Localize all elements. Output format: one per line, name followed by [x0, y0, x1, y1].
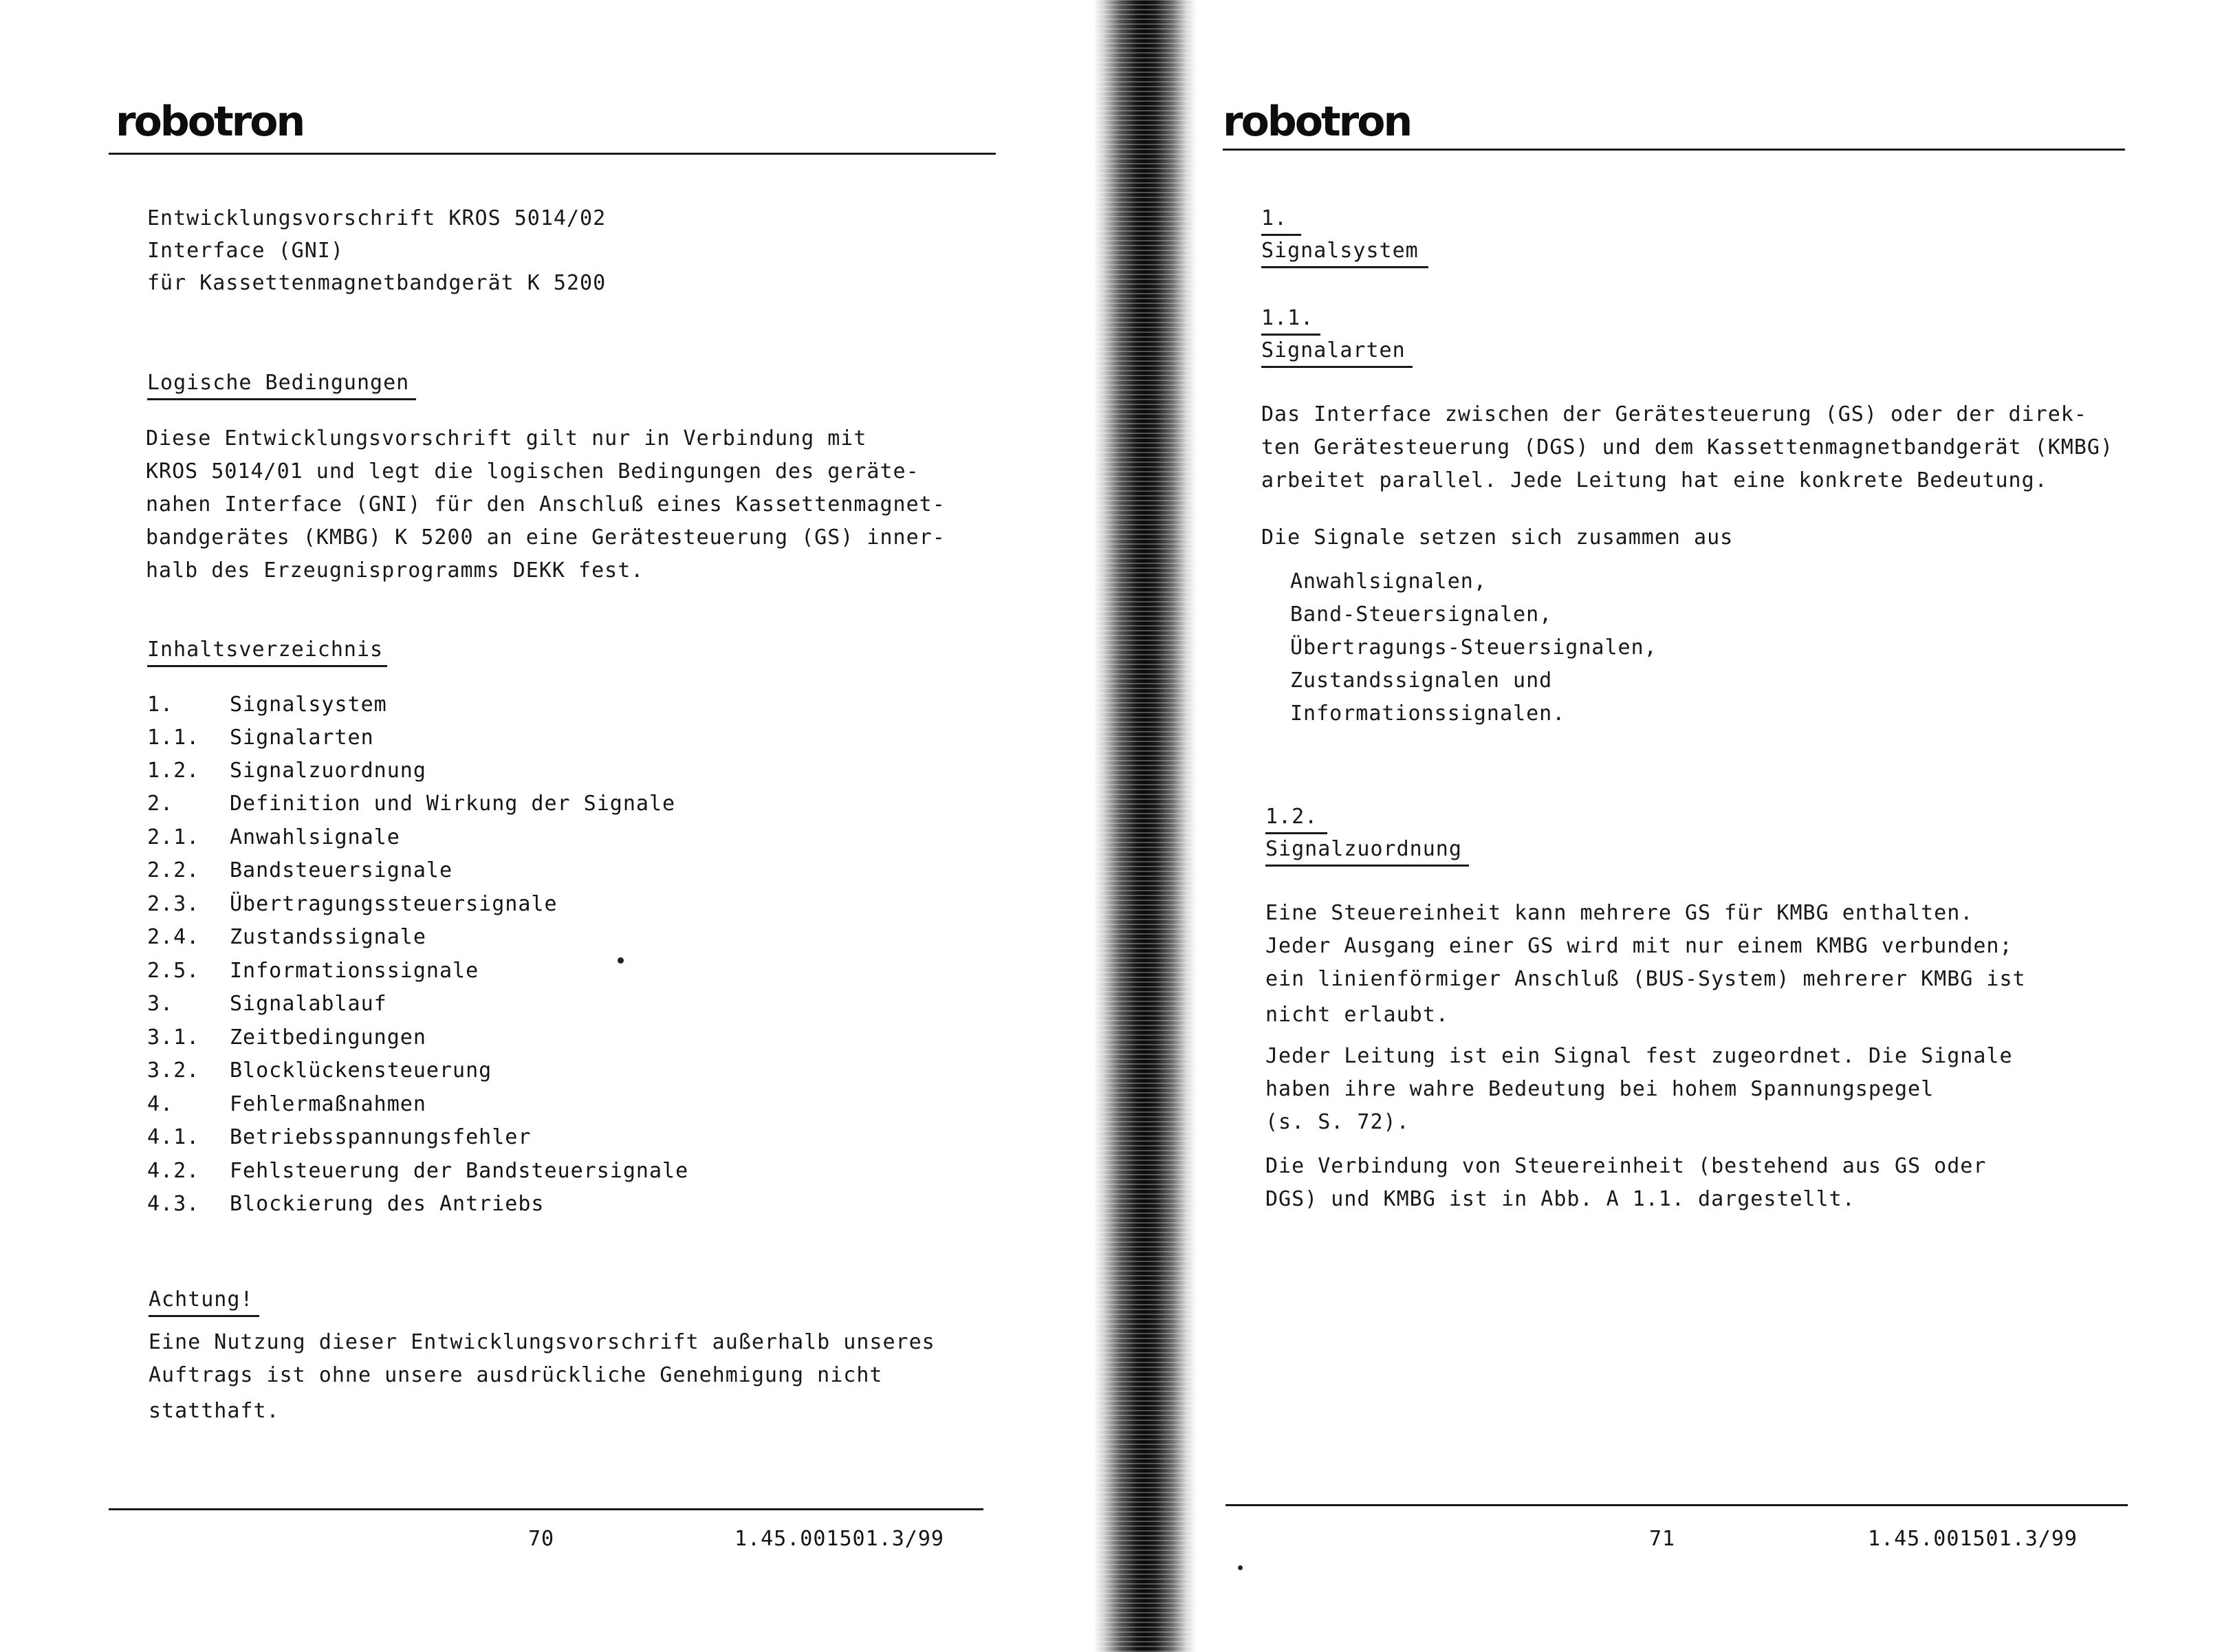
book-gutter-shadow	[1093, 0, 1197, 1652]
paragraph-line: ten Gerätesteuerung (DGS) und dem Kassettenmagnetbandgerät (KMBG)	[1261, 435, 2113, 459]
toc-number: 4.3.	[147, 1192, 200, 1216]
footer-rule	[1226, 1504, 2128, 1506]
paragraph-line: Eine Steuereinheit kann mehrere GS für KMBG enthalten.	[1265, 901, 1974, 925]
paragraph-line: Die Verbindung von Steuereinheit (bestehend aus GS oder	[1265, 1154, 1987, 1178]
paragraph-line: arbeitet parallel. Jede Leitung hat eine konkrete Bedeutung.	[1261, 468, 2048, 492]
logical-conditions-heading: Logische Bedingungen	[147, 369, 416, 400]
toc-heading: Inhaltsverzeichnis	[147, 636, 387, 667]
section-title: Signalarten	[1261, 337, 1413, 368]
right-page	[1197, 0, 2233, 1652]
toc-number: 3.	[147, 992, 174, 1016]
header-line: Interface (GNI)	[147, 239, 344, 263]
list-item: Band-Steuersignalen,	[1290, 602, 1553, 627]
header-line: für Kassettenmagnetbandgerät K 5200	[147, 271, 607, 295]
toc-title: Signalarten	[230, 726, 374, 750]
toc-title: Fehlermaßnahmen	[230, 1092, 426, 1116]
toc-title: Betriebsspannungsfehler	[230, 1125, 532, 1149]
paragraph-line: ein linienförmiger Anschluß (BUS-System) mehrerer KMBG ist	[1265, 967, 2026, 991]
paragraph-line: statthaft.	[149, 1399, 280, 1423]
toc-title: Zeitbedingungen	[230, 1025, 426, 1050]
attention-heading: Achtung!	[149, 1286, 259, 1317]
toc-number: 4.2.	[147, 1159, 200, 1183]
toc-number: 2.2.	[147, 858, 200, 882]
scan-speck	[1238, 1565, 1243, 1570]
toc-title: Zustandssignale	[230, 925, 426, 949]
paragraph-line: haben ihre wahre Bedeutung bei hohem Spannungspegel	[1265, 1077, 1935, 1101]
paragraph-line: Das Interface zwischen der Gerätesteuerung (GS) oder der direk-	[1261, 402, 2087, 426]
signals-intro: Die Signale setzen sich zusammen aus	[1261, 525, 1734, 550]
toc-title: Signalablauf	[230, 992, 387, 1016]
paragraph-line: Eine Nutzung dieser Entwicklungsvorschrift außerhalb unseres	[149, 1330, 935, 1354]
toc-number: 2.3.	[147, 892, 200, 916]
list-item: Übertragungs-Steuersignalen,	[1290, 635, 1657, 660]
header-rule	[109, 153, 996, 155]
toc-number: 2.5.	[147, 959, 200, 983]
toc-title: Signalsystem	[230, 693, 387, 717]
toc-number: 1.2.	[147, 759, 200, 783]
toc-number: 1.1.	[147, 726, 200, 750]
document-number: 1.45.001501.3/99	[734, 1527, 944, 1551]
section-number: 1.1.	[1261, 305, 1320, 336]
paragraph-line: (s. S. 72).	[1265, 1110, 1410, 1134]
paragraph-line: Jeder Ausgang einer GS wird mit nur einem KMBG verbunden;	[1265, 934, 2013, 958]
list-item: Anwahlsignalen,	[1290, 569, 1487, 594]
paragraph-line: Jeder Leitung ist ein Signal fest zugeordnet. Die Signale	[1265, 1044, 2013, 1068]
toc-number: 4.	[147, 1092, 174, 1116]
toc-title: Übertragungssteuersignale	[230, 892, 558, 916]
page-number: 71	[1649, 1527, 1676, 1551]
document-number: 1.45.001501.3/99	[1868, 1527, 2078, 1551]
toc-title: Blockierung des Antriebs	[230, 1192, 545, 1216]
toc-title: Bandsteuersignale	[230, 858, 453, 882]
toc-number: 1.	[147, 693, 174, 717]
left-page	[0, 0, 1093, 1652]
paragraph-line: KROS 5014/01 und legt die logischen Bedingungen des geräte-	[146, 459, 919, 483]
paragraph-line: DGS) und KMBG ist in Abb. A 1.1. dargestellt.	[1265, 1187, 1855, 1211]
paragraph-line: nahen Interface (GNI) für den Anschluß eines Kassettenmagnet-	[146, 492, 946, 517]
paragraph-line: Auftrags ist ohne unsere ausdrückliche Genehmigung nicht	[149, 1363, 883, 1387]
toc-title: Informationssignale	[230, 959, 479, 983]
toc-title: Fehlsteuerung der Bandsteuersignale	[230, 1159, 689, 1183]
header-rule	[1223, 149, 2125, 151]
paragraph-line: bandgerätes (KMBG) K 5200 an eine Gerätesteuerung (GS) inner-	[146, 525, 946, 550]
robotron-logo: robotron	[116, 98, 304, 146]
toc-number: 2.	[147, 792, 174, 816]
paragraph-line: nicht erlaubt.	[1265, 1003, 1449, 1027]
page-number: 70	[528, 1527, 555, 1551]
section-number: 1.2.	[1265, 803, 1327, 834]
scan-speck	[618, 957, 624, 964]
footer-rule	[109, 1508, 983, 1510]
paragraph-line: halb des Erzeugnisprogramms DEKK fest.	[146, 558, 644, 583]
section-title: Signalsystem	[1261, 237, 1428, 268]
toc-number: 2.1.	[147, 825, 200, 849]
paragraph-line: Diese Entwicklungsvorschrift gilt nur in Verbindung mit	[146, 426, 867, 450]
section-title: Signalzuordnung	[1265, 836, 1469, 867]
toc-number: 3.2.	[147, 1058, 200, 1083]
list-item: Informationssignalen.	[1290, 702, 1566, 726]
toc-number: 3.1.	[147, 1025, 200, 1050]
section-number: 1.	[1261, 205, 1301, 236]
toc-title: Blocklückensteuerung	[230, 1058, 492, 1083]
toc-number: 4.1.	[147, 1125, 200, 1149]
robotron-logo: robotron	[1223, 98, 1411, 146]
toc-title: Anwahlsignale	[230, 825, 400, 849]
list-item: Zustandssignalen und	[1290, 669, 1553, 693]
toc-title: Signalzuordnung	[230, 759, 426, 783]
toc-title: Definition und Wirkung der Signale	[230, 792, 676, 816]
toc-number: 2.4.	[147, 925, 200, 949]
header-line: Entwicklungsvorschrift KROS 5014/02	[147, 206, 607, 230]
